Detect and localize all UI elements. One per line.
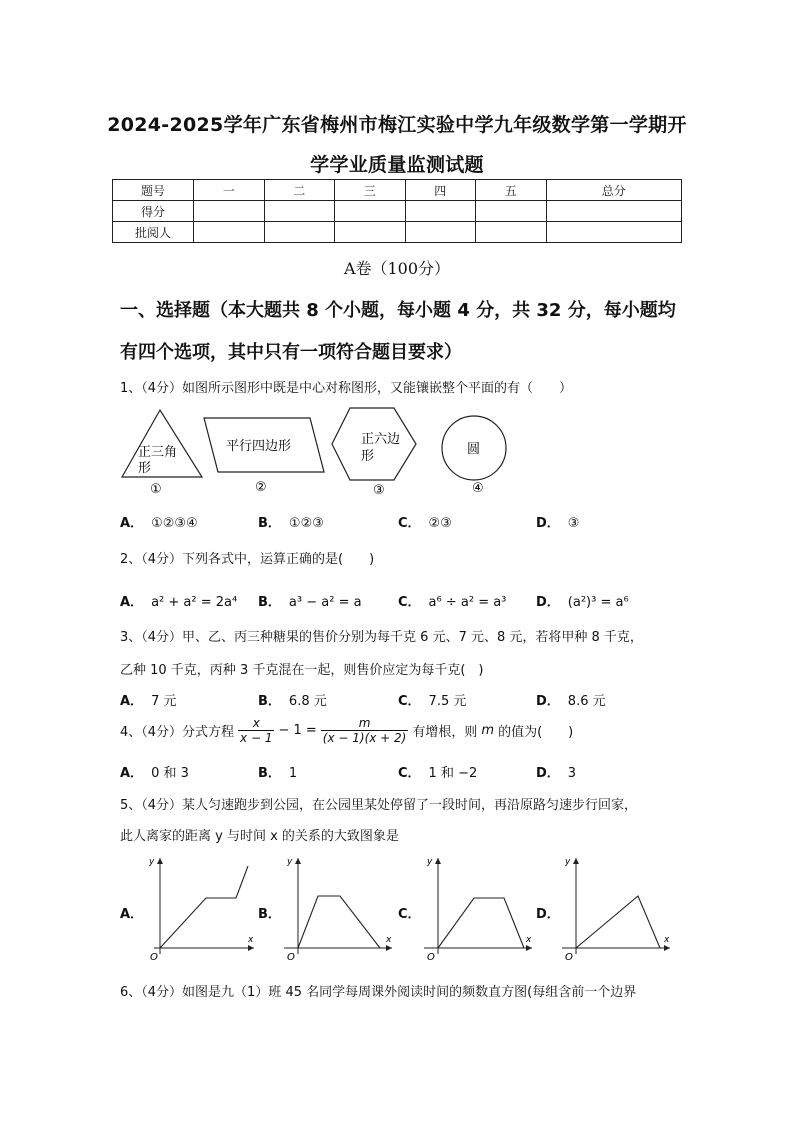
option-label: B． [258, 595, 281, 610]
shape-label: 形 [138, 461, 152, 476]
question-5-text-line2: 此人离家的距离 y 与时间 x 的关系的大致图象是 [120, 829, 399, 844]
option-label: A． [120, 595, 144, 610]
origin-label: O [287, 952, 295, 963]
option-text: ①②③ [288, 516, 324, 531]
option-text: a⁶ ÷ a² = a³ [428, 595, 507, 610]
option-text: a² + a² = 2a⁴ [151, 595, 238, 610]
option-label: C． [398, 766, 421, 781]
option-text: ②③ [428, 516, 452, 531]
shape-label: 圆 [467, 442, 481, 457]
option-label: C． [398, 516, 421, 531]
question-1-text: 1、（4分）如图所示图形中既是中心对称图形，又能镶嵌整个平面的有（ ） [120, 381, 573, 396]
question-1-figure [118, 404, 510, 500]
option-label: A． [120, 516, 144, 531]
option-text: 3 [567, 766, 577, 781]
q4-suffix: 有增根，则 [412, 725, 478, 740]
score-header-cell: 三 [335, 180, 406, 201]
score-row-label: 批阅人 [113, 222, 194, 243]
score-cell [335, 201, 406, 222]
page-title-line2: 学学业质量监测试题 [310, 154, 484, 176]
q2-option-a[interactable] [120, 591, 237, 610]
score-cell [194, 201, 265, 222]
option-label: D． [536, 694, 560, 709]
q1-option-d[interactable] [536, 512, 579, 531]
fraction-denominator: x − 1 [240, 731, 273, 745]
question-3-text: 3、（4分）甲、乙、丙三种糖果的售价分别为每千克 6 元、7 元、8 元，若将甲种 8 千克， [120, 630, 643, 645]
q5-graph-b [280, 852, 398, 964]
q3-option-d[interactable] [536, 690, 606, 709]
q4-variable: m [481, 723, 495, 738]
option-label: B． [258, 907, 281, 922]
score-table-row [113, 201, 682, 222]
fraction-denominator: (x − 1)(x + 2) [322, 731, 407, 745]
fraction-numerator: x [238, 716, 274, 731]
q3-option-a[interactable] [120, 690, 176, 709]
graph-line [160, 866, 248, 948]
score-cell [405, 222, 476, 243]
section1-heading: 一、选择题（本大题共 8 个小题，每小题 4 分，共 32 分，每小题均 [120, 300, 676, 321]
graph-line [298, 896, 380, 948]
score-table [112, 179, 682, 243]
q4-suffix2: 的值为( ) [498, 725, 574, 740]
score-cell [264, 222, 335, 243]
q5-graph-d [558, 852, 676, 964]
score-header-cell: 题号 [113, 180, 194, 201]
score-cell [546, 222, 682, 243]
option-label: B． [258, 694, 281, 709]
score-header-cell: 五 [476, 180, 547, 201]
score-cell [476, 222, 547, 243]
q2-option-b[interactable] [258, 591, 362, 610]
option-label: A． [120, 694, 144, 709]
score-table-row [113, 222, 682, 243]
origin-label: O [565, 952, 573, 963]
q1-option-a[interactable] [120, 512, 198, 531]
shape-label: 平行四边形 [226, 439, 292, 454]
option-label: B． [258, 766, 281, 781]
option-text: 1 和 −2 [428, 766, 478, 781]
question-4-text [120, 716, 573, 745]
q2-option-d[interactable] [536, 591, 629, 610]
q2-option-c[interactable] [398, 591, 506, 610]
shape-label: 形 [361, 449, 375, 464]
option-text: ①②③④ [151, 516, 198, 531]
x-axis-label: x [386, 935, 392, 945]
q1-option-c[interactable] [398, 512, 452, 531]
q4-middle: − 1 = [278, 723, 317, 738]
q4-prefix: 4、（4分）分式方程 [120, 725, 235, 740]
question-6-text: 6、（4分）如图是九（1）班 45 名同学每周课外阅读时间的频数直方图(每组含前一个边界 [120, 985, 637, 1000]
y-axis-label: y [287, 857, 293, 867]
score-cell [476, 201, 547, 222]
y-arrow-icon [435, 858, 441, 864]
score-header-cell: 二 [264, 180, 335, 201]
q4-option-d[interactable] [536, 762, 576, 781]
q3-option-c[interactable] [398, 690, 466, 709]
y-axis-label: y [427, 857, 433, 867]
score-cell [194, 222, 265, 243]
question-3-text-line2: 乙种 10 千克，丙种 3 千克混在一起，则售价应定为每千克( ) [120, 663, 484, 678]
option-text: (a²)³ = a⁶ [567, 595, 629, 610]
origin-label: O [150, 952, 158, 963]
shape-number: ① [150, 482, 162, 497]
score-row-label: 得分 [113, 201, 194, 222]
graph-line [438, 898, 524, 948]
x-arrow-icon [248, 945, 254, 951]
option-text: 7.5 元 [428, 694, 467, 709]
score-header-cell: 总分 [546, 180, 682, 201]
score-header-cell: 四 [405, 180, 476, 201]
option-text: a³ − a² = a [288, 595, 362, 610]
shape-number: ② [255, 480, 267, 495]
q1-option-b[interactable] [258, 512, 324, 531]
option-label: D． [536, 907, 560, 922]
x-axis-label: x [526, 935, 532, 945]
score-header-cell: 一 [194, 180, 265, 201]
x-axis-label: x [664, 935, 670, 945]
question-5-text: 5、（4分）某人匀速跑步到公园，在公园里某处停留了一段时间，再沿原路匀速步行回家， [120, 798, 638, 813]
question-2-text: 2、（4分）下列各式中，运算正确的是( ) [120, 552, 375, 567]
origin-label: O [427, 952, 435, 963]
page-title: 2024-2025学年广东省梅州市梅江实验中学九年级数学第一学期开 [107, 114, 687, 136]
x-arrow-icon [526, 945, 532, 951]
fraction-x-over-x-minus-1 [238, 716, 274, 745]
x-axis-label: x [248, 935, 254, 945]
option-text: 0 和 3 [151, 766, 189, 781]
option-label: D． [536, 766, 560, 781]
x-arrow-icon [664, 945, 670, 951]
q5-graph-a [142, 852, 260, 964]
q5-graph-c [420, 852, 538, 964]
option-text: 6.8 元 [288, 694, 327, 709]
y-arrow-icon [573, 858, 579, 864]
shape-number: ③ [373, 483, 385, 498]
x-arrow-icon [386, 945, 392, 951]
option-text: 7 元 [151, 694, 177, 709]
score-cell [546, 201, 682, 222]
shape-number: ④ [472, 481, 484, 496]
option-text: 1 [288, 766, 298, 781]
option-label: C． [398, 694, 421, 709]
q3-option-b[interactable] [258, 690, 327, 709]
option-label: D． [536, 516, 560, 531]
graph-line [576, 896, 660, 948]
shape-label: 正三角 [138, 445, 178, 460]
q4-option-b[interactable] [258, 762, 297, 781]
option-text: ③ [567, 516, 580, 531]
q4-option-c[interactable] [398, 762, 477, 781]
option-label: A． [120, 766, 144, 781]
option-label: D． [536, 595, 560, 610]
option-label: A． [120, 907, 144, 922]
y-arrow-icon [295, 858, 301, 864]
fraction-numerator: m [321, 716, 409, 731]
score-cell [264, 201, 335, 222]
score-cell [405, 201, 476, 222]
q4-option-a[interactable] [120, 762, 189, 781]
fraction-m-over-product [321, 716, 409, 745]
y-arrow-icon [157, 858, 163, 864]
section-a-heading: A卷（100分） [343, 259, 451, 278]
option-text: 8.6 元 [567, 694, 606, 709]
y-axis-label: y [565, 857, 571, 867]
score-table-header-row [113, 180, 682, 201]
option-label: B． [258, 516, 281, 531]
triangle-shape [122, 410, 202, 477]
section1-heading-line2: 有四个选项，其中只有一项符合题目要求） [120, 342, 462, 363]
score-cell [335, 222, 406, 243]
y-axis-label: y [149, 857, 155, 867]
shape-label: 正六边 [361, 432, 401, 447]
option-label: C． [398, 595, 421, 610]
option-label: C． [398, 907, 421, 922]
